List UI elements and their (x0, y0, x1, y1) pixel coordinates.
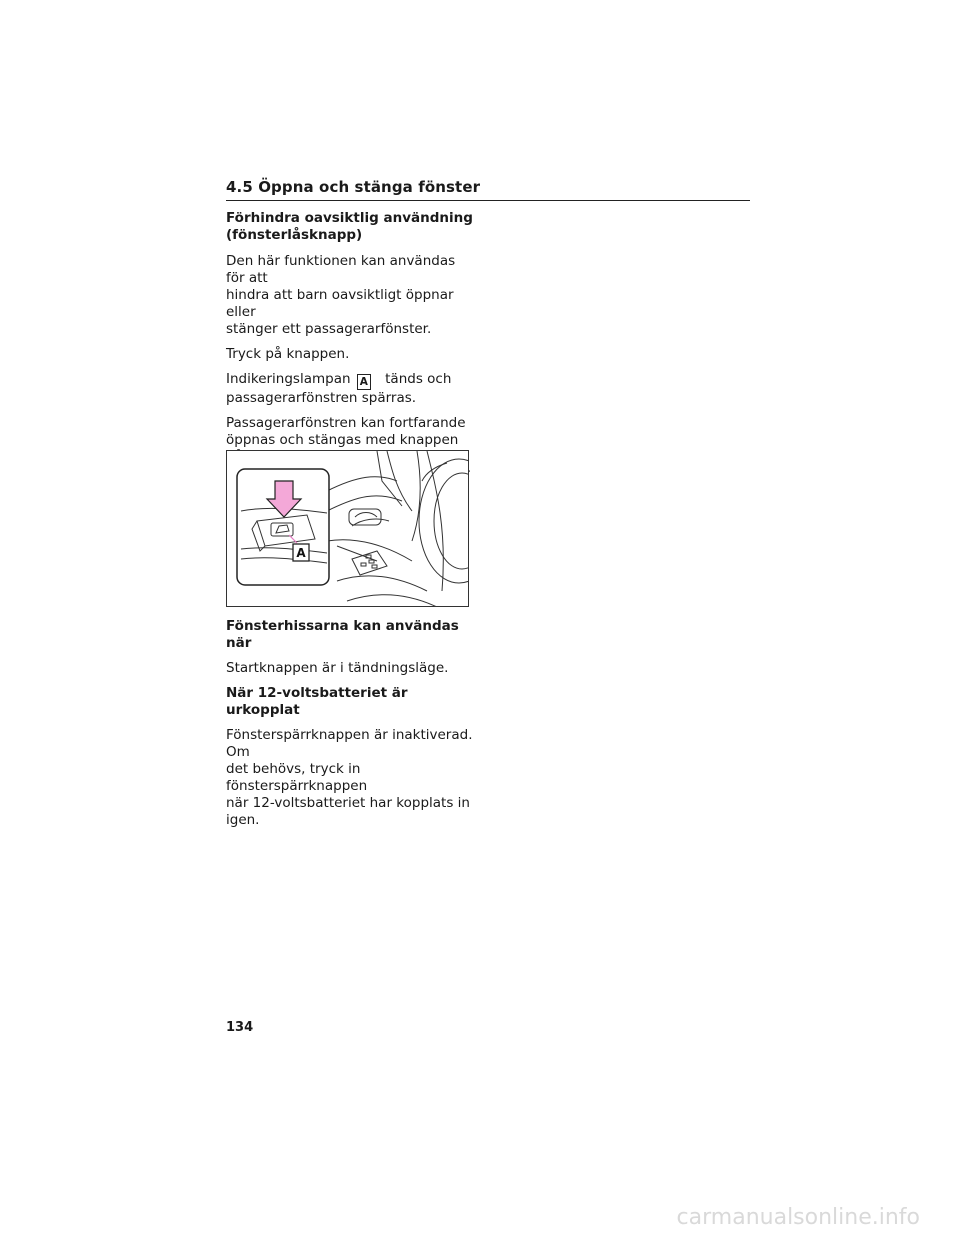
battery-paragraph-line2: det behövs, tryck in fönsterspärrknappen (226, 761, 368, 794)
lock-section-heading-line2: (fönsterlåsknapp) (226, 227, 363, 243)
operation-heading: Fönsterhissarna kan användas när (226, 618, 459, 651)
window-lock-illustration (226, 450, 469, 607)
battery-paragraph-line4: igen. (226, 812, 260, 828)
indicator-paragraph-line1 (226, 371, 476, 390)
press-button-text: Tryck på knappen. (226, 346, 350, 362)
section-header (226, 178, 750, 201)
watermark: carmanualsonline.info (676, 1205, 920, 1230)
indicator-text-before: Indikeringslampan (226, 371, 351, 387)
callout-label: A (296, 546, 306, 560)
indicator-paragraph-line2: passagerarfönstren spärras. (226, 390, 417, 406)
passenger-paragraph-line2: öppnas och stängas med knappen (226, 432, 459, 448)
page-number: 134 (226, 1020, 254, 1035)
intro-paragraph-line2: hindra att barn oavsiktligt öppnar eller (226, 287, 454, 320)
content-column-bottom (226, 618, 476, 829)
illustration-svg (227, 451, 469, 607)
battery-heading: När 12-voltsbatteriet är urkopplat (226, 685, 408, 718)
battery-paragraph-line3: när 12-voltsbatteriet har kopplats in (226, 795, 470, 811)
battery-paragraph-line1: Fönsterspärrknappen är inaktiverad. Om (226, 727, 473, 760)
lock-section-heading-line1: Förhindra oavsiktlig användning (226, 210, 473, 226)
indicator-text-after: tänds och (385, 371, 452, 387)
indicator-badge: A (357, 374, 371, 390)
intro-paragraph-line1: Den här funktionen kan användas för att (226, 253, 456, 286)
page-title: 4.5 Öppna och stänga fönster (226, 178, 481, 196)
intro-paragraph-line3: stänger ett passagerarfönster. (226, 321, 432, 337)
passenger-paragraph-line1: Passagerarfönstren kan fortfarande (226, 415, 466, 431)
operation-text: Startknappen är i tändningsläge. (226, 660, 449, 676)
